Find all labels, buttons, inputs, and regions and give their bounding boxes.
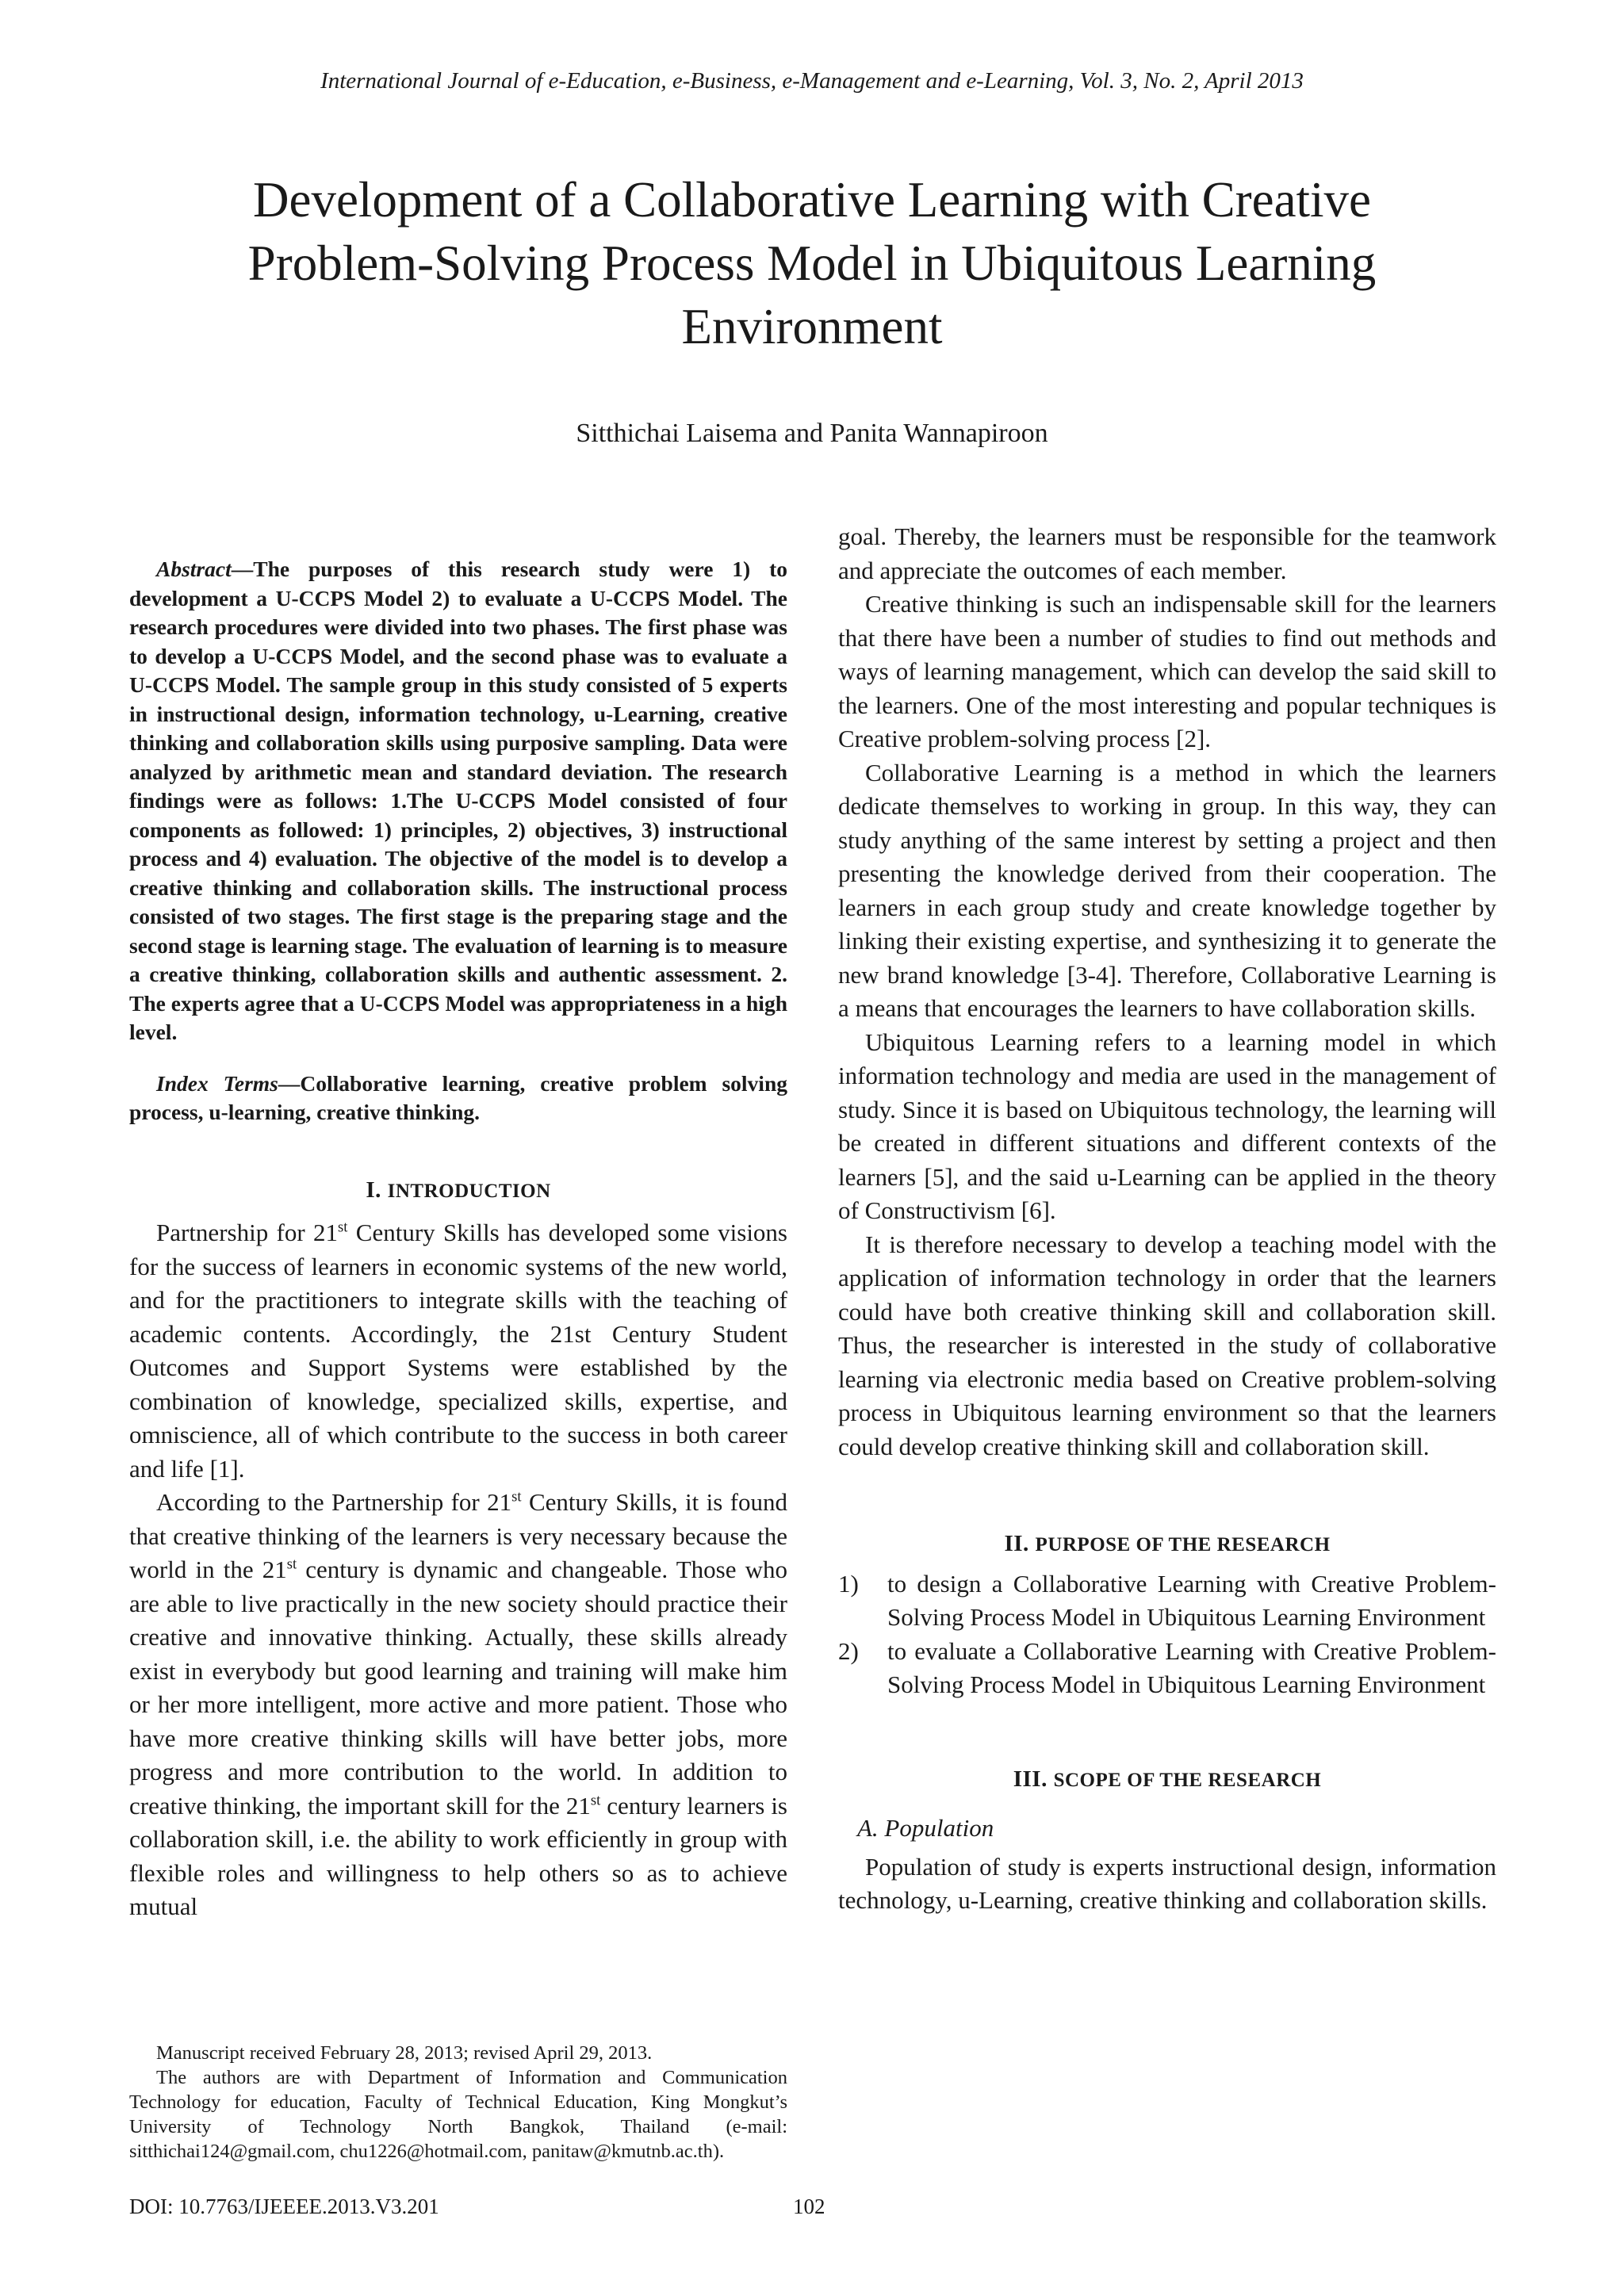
- text-run: Century Skills, it is found that creative thinking of the learners is very necessary because the world in the 21: [129, 1488, 787, 1583]
- subsection-heading-population: A. Population: [857, 1814, 994, 1842]
- section-title: PURPOSE OF THE RESEARCH: [1035, 1534, 1331, 1556]
- superscript: st: [511, 1488, 522, 1506]
- section-heading-introduction: [129, 1173, 787, 1209]
- index-terms-text: Collaborative learning, creative problem solving process, u-learning, creative thinking.: [129, 1070, 787, 1124]
- section-number: III.: [1013, 1766, 1054, 1792]
- section-heading-scope: [838, 1762, 1496, 1798]
- authors: Sitthichai Laisema and Panita Wannapiroon: [576, 419, 1048, 448]
- text-run: century learners is collaboration skill, i.e. the ability to work efficiently in group with flexible roles and willingness to help others so as to achieve mutual: [129, 1791, 787, 1920]
- list-item-number: 1): [838, 1569, 859, 1598]
- intro-paragraph-1: [129, 1216, 787, 1486]
- footnote-received: Manuscript received February 28, 2013; revised April 29, 2013.: [156, 2042, 653, 2064]
- title-line: Development of a Collaborative Learning with Creative: [252, 172, 1372, 228]
- doi: DOI: 10.7763/IJEEEE.2013.V3.201: [129, 2195, 439, 2218]
- footnote: [129, 2041, 787, 2164]
- section-title: SCOPE OF THE RESEARCH: [1053, 1769, 1322, 1791]
- superscript: st: [590, 1792, 601, 1809]
- list-item: [838, 1567, 1496, 1635]
- paragraph-goal: goal. Thereby, the learners must be responsible for the teamwork and appreciate the outcomes of each member.: [838, 522, 1496, 584]
- footnote-affiliation: The authors are with Department of Information and Communication Technology for education, Faculty of Technical Education, King Mongkut’s University of Technology North Bangkok, Thailand (e-mail: sitthichai124@gmail.com, chu1226@hotmail.com, panitaw@kmutnb.ac.th).: [129, 2067, 787, 2162]
- title-line: Environment: [681, 299, 943, 354]
- list-item-text: to evaluate a Collaborative Learning with Creative Problem-Solving Process Model in Ubiquitous Learning Environment: [887, 1636, 1496, 1698]
- title-line: Problem-Solving Process Model in Ubiquitous Learning: [247, 235, 1377, 291]
- section-number: II.: [1004, 1531, 1036, 1556]
- list-item: [838, 1635, 1496, 1702]
- section-heading-purpose: [838, 1527, 1496, 1563]
- paragraph-collaborative-learning: Collaborative Learning is a method in which the learners dedicate themselves to working in group. In this way, they can study anything of the same interest by setting a project and then presenting the knowledge derived from their cooperation. The learners in each group study and create knowledge together by linking their existing expertise, and synthesizing it to generate the new brand knowledge [3-4]. Therefore, Collaborative Learning is a means that encourages the learners to have collaboration skills.: [838, 758, 1496, 1022]
- superscript: st: [338, 1219, 348, 1236]
- right-column: [838, 520, 1496, 1918]
- section-number: I.: [366, 1177, 388, 1203]
- paragraph-necessity: It is therefore necessary to develop a teaching model with the application of information technology in order that the learners could have both creative thinking skill and collaboration skill. Thus, the researcher is interested in the study of collaborative learning via electronic media based on Creative problem-solving process in Ubiquitous learning environment so that the learners could develop creative thinking skill and collaboration skill.: [838, 1230, 1496, 1460]
- abstract-label: Abstract: [156, 557, 232, 581]
- page-number: 102: [793, 2195, 825, 2218]
- text-run: century is dynamic and changeable. Those who are able to live practically in the new society should practice their creative and innovative thinking. Actually, these skills already exist in everybody but good learning and training will make him or her more intelligent, more active and more patient. Those who have more creative thinking skills will have better jobs, more progress and more contribution to the world. In addition to creative thinking, the important skill for the 21: [129, 1556, 787, 1820]
- text-run: Century Skills has developed some visions for the success of learners in economic systems of the new world, and for the practitioners to integrate skills with the teaching of academic contents. Accordingly, the 21st Century Student Outcomes and Support Systems were established by the combination of knowledge, specialized skills, expertise, and omniscience, all of which contribute to the success in both career and life [1].: [129, 1219, 787, 1483]
- journal-header: International Journal of e-Education, e-Business, e-Management and e-Learning, Vol. 3, No. 2, April 2013: [320, 68, 1304, 94]
- abstract-dash: —: [231, 557, 254, 581]
- paragraph-creative-thinking: Creative thinking is such an indispensable skill for the learners that there have been a number of studies to find out methods and ways of learning management, which can develop the said skill to the learners. One of the most interesting and popular techniques is Creative problem-solving process [2].: [838, 590, 1496, 752]
- population-paragraph: Population of study is experts instructional design, information technology, u-Learning, creative thinking and collaboration skills.: [838, 1852, 1496, 1914]
- superscript: st: [286, 1556, 297, 1573]
- index-terms: [129, 1070, 787, 1127]
- paragraph-ubiquitous-learning: Ubiquitous Learning refers to a learning model in which information technology and media are used in the management of study. Since it is based on Ubiquitous technology, the learning will be created in different situations and different contexts of the learners [5], and the said u-Learning can be applied in the theory of Constructivism [6].: [838, 1027, 1496, 1224]
- text-run: According to the Partnership for 21: [156, 1488, 512, 1516]
- list-item-text: to design a Collaborative Learning with Creative Problem-Solving Process Model in Ubiquitous Learning Environment: [887, 1569, 1496, 1631]
- abstract-text: The purposes of this research study were 1) to development a U-CCPS Model 2) to evaluate a U-CCPS Model. The research procedures were divided into two phases. The first phase was to develop a U-CCPS Model, and the second phase was to evaluate a U-CCPS Model. The sample group in this study consisted of 5 experts in instructional design, information technology, u-Learning, creative thinking and collaboration skills using purposive sampling. Data were analyzed by arithmetic mean and standard deviation. The research findings were as follows: 1.The U-CCPS Model consisted of four components as followed: 1) principles, 2) objectives, 3) instructional process and 4) evaluation. The objective of the model is to develop a creative thinking and collaboration skills. The instructional process consisted of two stages. The first stage is the preparing stage and the second stage is learning stage. The evaluation of learning is to measure a creative thinking, collaboration skills and authentic assessment. 2. The experts agree that a U-CCPS Model was appropriateness in a high level.: [129, 557, 787, 1044]
- index-terms-dash: —: [278, 1070, 301, 1096]
- left-column: [129, 555, 787, 1924]
- abstract: [129, 555, 787, 1047]
- text-run: Partnership for 21: [156, 1219, 339, 1246]
- index-terms-label: Index Terms: [156, 1070, 278, 1096]
- purpose-list: [838, 1567, 1496, 1702]
- list-item-number: 2): [838, 1636, 859, 1665]
- intro-paragraph-2: [129, 1486, 787, 1924]
- section-title: INTRODUCTION: [387, 1180, 551, 1202]
- paper-title: [159, 168, 1465, 358]
